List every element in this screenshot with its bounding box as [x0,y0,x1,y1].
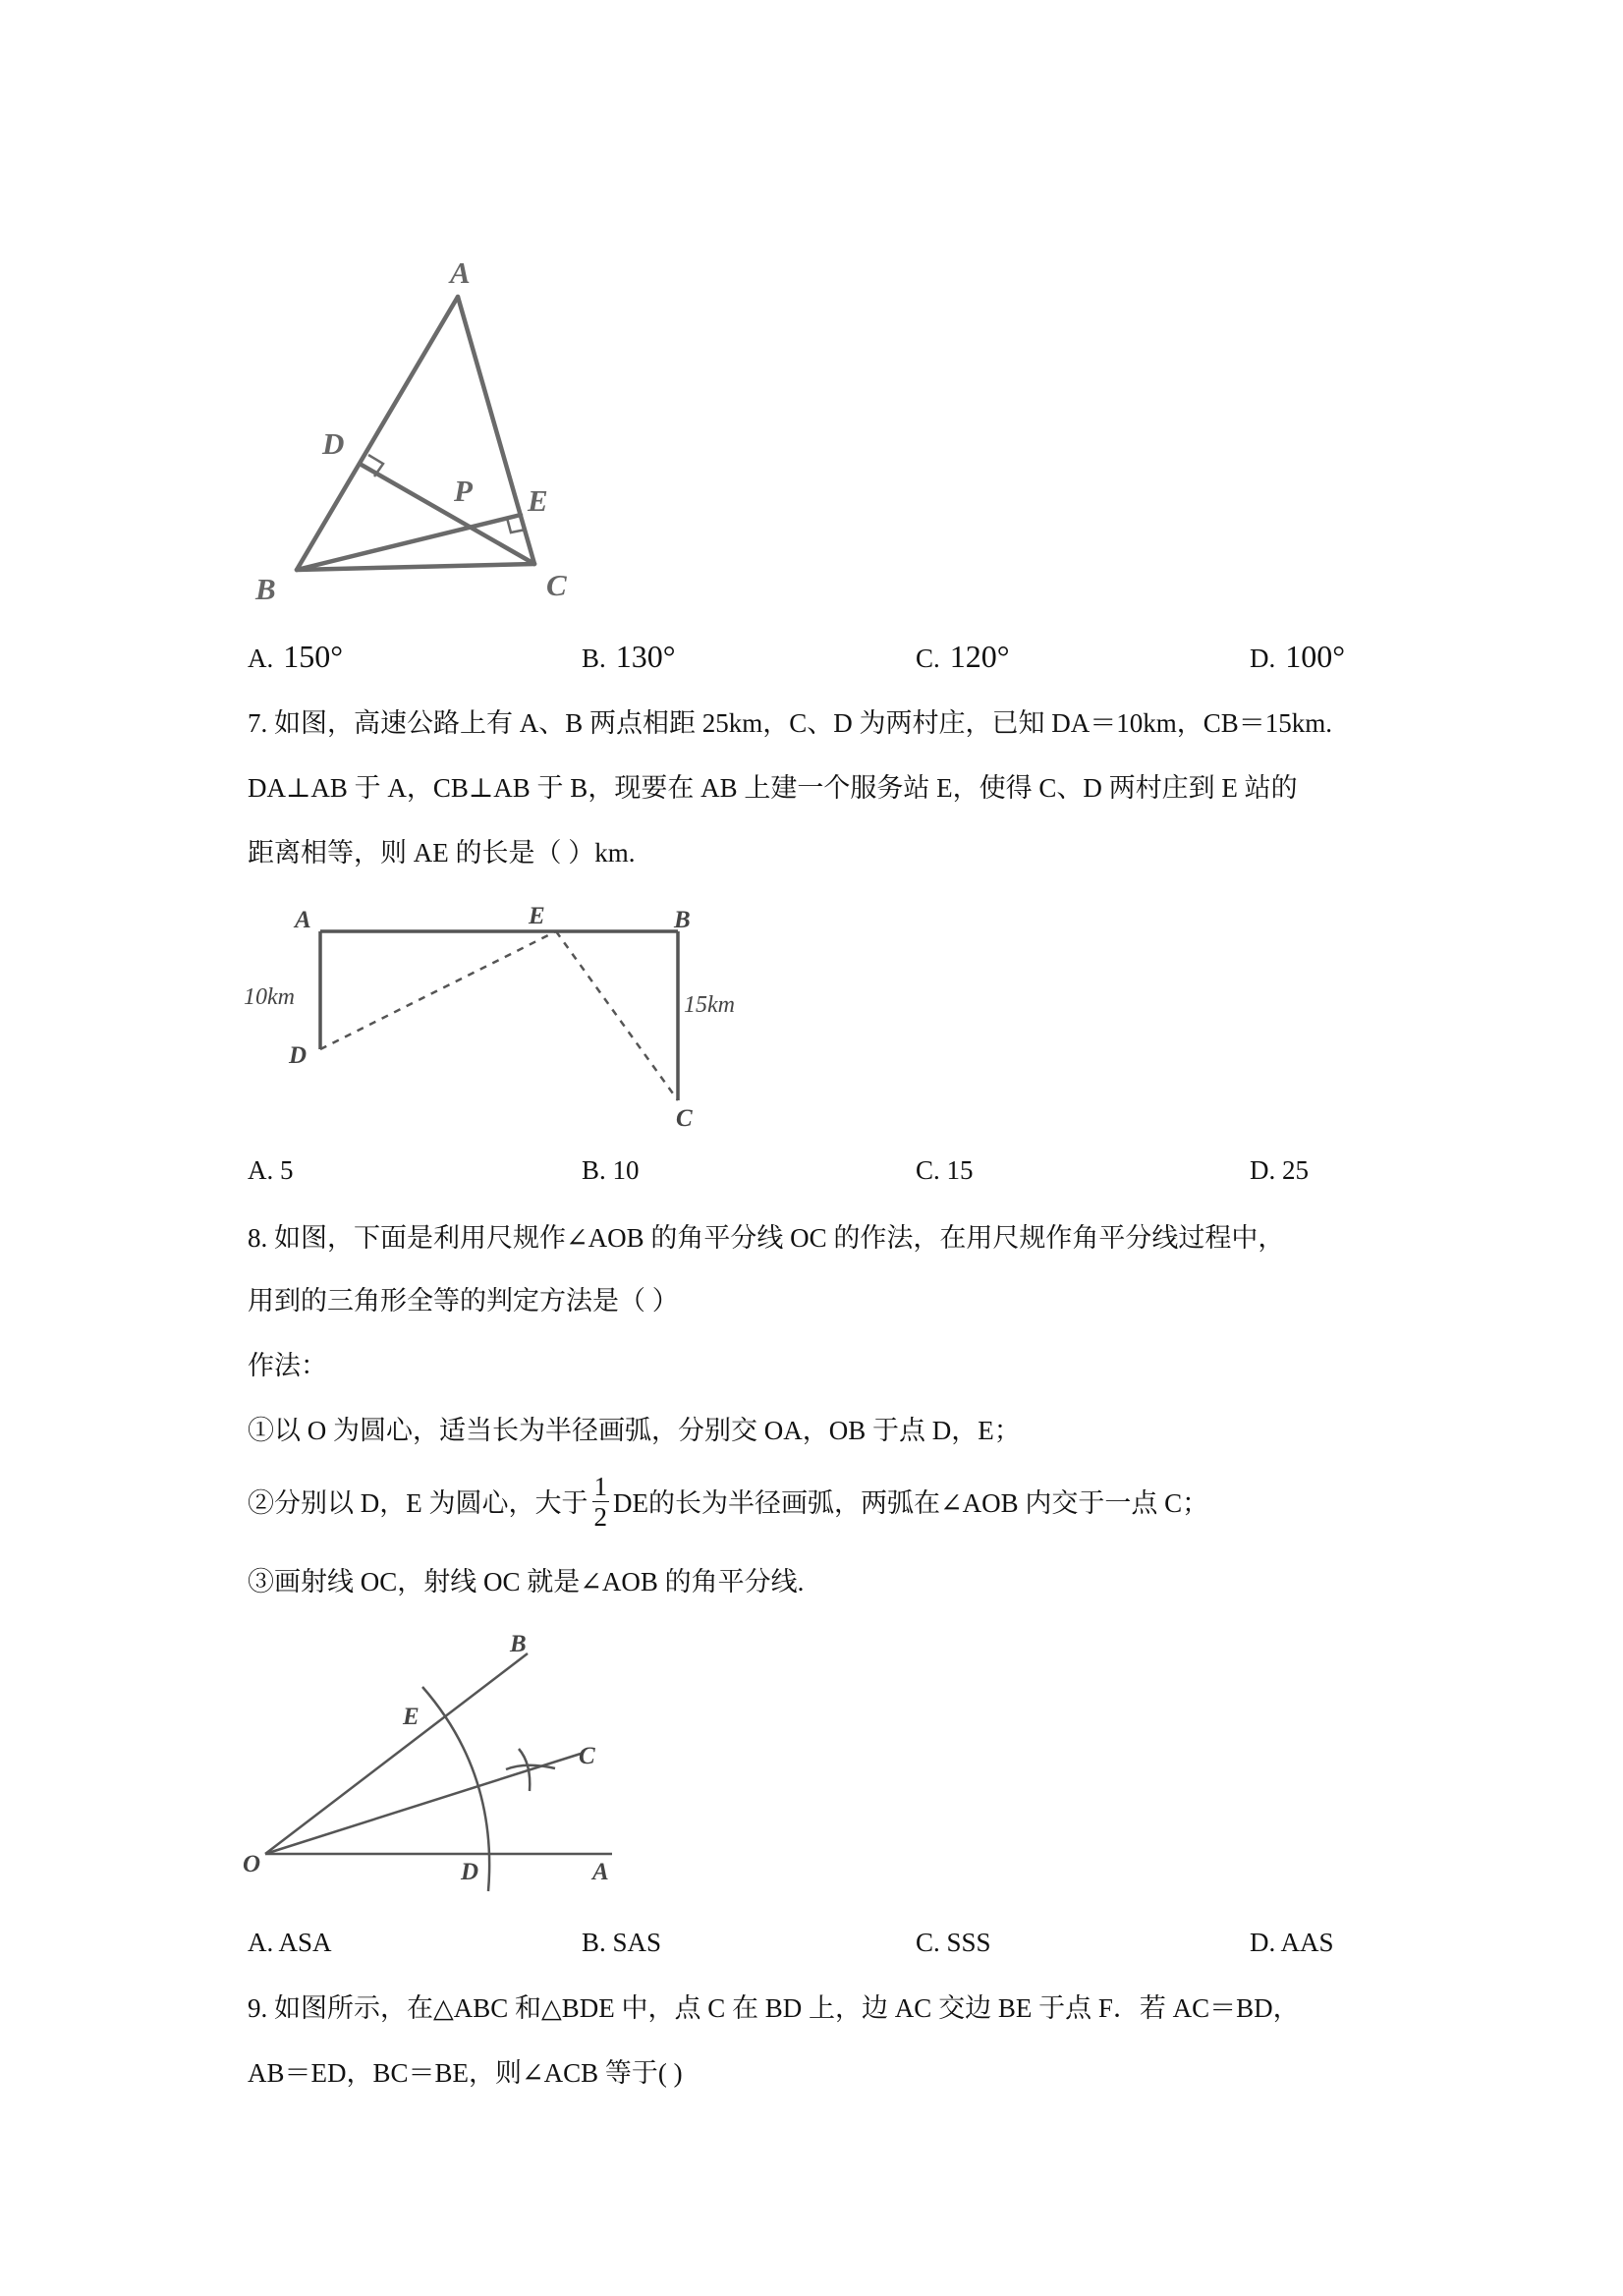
q8-label-d: D [461,1859,479,1885]
q8-label-b: B [510,1631,527,1657]
q8-option-a[interactable]: A. ASA [248,1928,332,1957]
q8-label-a: A [592,1859,609,1885]
q7-options [248,1155,1427,1195]
q8-line-3: 作法： [248,1351,327,1380]
q6-option-d[interactable]: D. 100° [1250,639,1346,674]
q6-label-e: E [528,483,548,518]
q9-line-2: AB＝ED，BC＝BE，则∠ACB 等于( ) [248,2058,683,2088]
q7-highway-figure [244,894,764,1130]
q7-segment-de [320,931,556,1049]
q7-option-c[interactable]: C. 15 [916,1155,974,1185]
q8-ray-ob [265,1653,528,1854]
q6-segment-be [297,515,521,570]
q7-label-10km: 10km [244,984,295,1010]
q7-label-b: B [674,907,691,933]
q7-label-e: E [529,903,545,929]
q6-triangle-figure [246,246,599,609]
q8-options [248,1928,1427,1967]
q7-line-1: 7. 如图，高速公路上有 A、B 两点相距 25km，C、D 为两村庄，已知 DA＝10km，CB＝15km. [248,708,1333,738]
q6-side-ac [458,297,534,564]
q8-ray-oc [265,1754,581,1854]
q9-line-1: 9. 如图所示，在△ABC 和△BDE 中，点 C 在 BD 上，边 AC 交边 BE 于点 F．若 AC＝BD， [248,1993,1300,2023]
q7-option-a[interactable]: A. 5 [248,1155,294,1185]
q8-step-3: ③画射线 OC，射线 OC 就是∠AOB 的角平分线. [248,1567,805,1596]
q7-label-d: D [289,1042,308,1069]
q6-label-b: B [255,572,276,606]
q7-line-3: 距离相等，则 AE 的长是（ ）km. [248,838,636,868]
q6-side-bc [297,564,534,570]
q6-label-p: P [454,474,473,508]
q8-option-b[interactable]: B. SAS [582,1928,662,1957]
q6-option-a[interactable]: A. 150° [248,639,344,674]
q8-step-2-after: DE的长为半径画弧，两弧在∠AOB 内交于一点 C； [613,1488,1209,1518]
q8-label-o: O [243,1851,261,1877]
q8-fraction-half: $\frac{1}{2}$ [593,1472,607,1533]
q7-line-2: DA⊥AB 于 A，CB⊥AB 于 B，现要在 AB 上建一个服务站 E，使得 C、D 两村庄到 E 站的 [248,773,1298,803]
q8-step-2-before: ②分别以 D，E 为圆心，大于 [248,1488,588,1518]
q8-label-e: E [403,1704,420,1730]
q6-side-ab [297,297,458,570]
q8-option-d[interactable]: D. AAS [1250,1928,1334,1957]
q7-label-15km: 15km [684,992,735,1018]
q8-step-1: ①以 O 为圆心，适当长为半径画弧，分别交 OA，OB 于点 D，E； [248,1416,1021,1445]
q7-label-a: A [295,907,311,933]
q8-step-2 [248,1474,1208,1536]
q6-option-c[interactable]: C. 120° [916,639,1010,674]
q7-option-d[interactable]: D. 25 [1250,1155,1309,1185]
q8-bisector-figure [241,1626,634,1911]
q8-arc-de [422,1687,489,1891]
q6-label-c: C [546,568,567,602]
q6-option-b[interactable]: B. 130° [582,639,676,674]
q6-options [248,639,1427,678]
q7-segment-ec [556,931,678,1100]
q8-option-c[interactable]: C. SSS [916,1928,991,1957]
q6-label-a: A [450,255,471,290]
q8-label-c: C [579,1743,595,1769]
q7-option-b[interactable]: B. 10 [582,1155,640,1185]
q8-line-2: 用到的三角形全等的判定方法是（ ） [248,1286,679,1316]
q7-label-c: C [676,1105,693,1132]
q6-right-angle-d [368,455,383,476]
q6-label-d: D [322,426,345,461]
q8-line-1: 8. 如图，下面是利用尺规作∠AOB 的角平分线 OC 的作法，在用尺规作角平分线过程中， [248,1223,1285,1253]
q8-arc-c1 [519,1749,530,1791]
